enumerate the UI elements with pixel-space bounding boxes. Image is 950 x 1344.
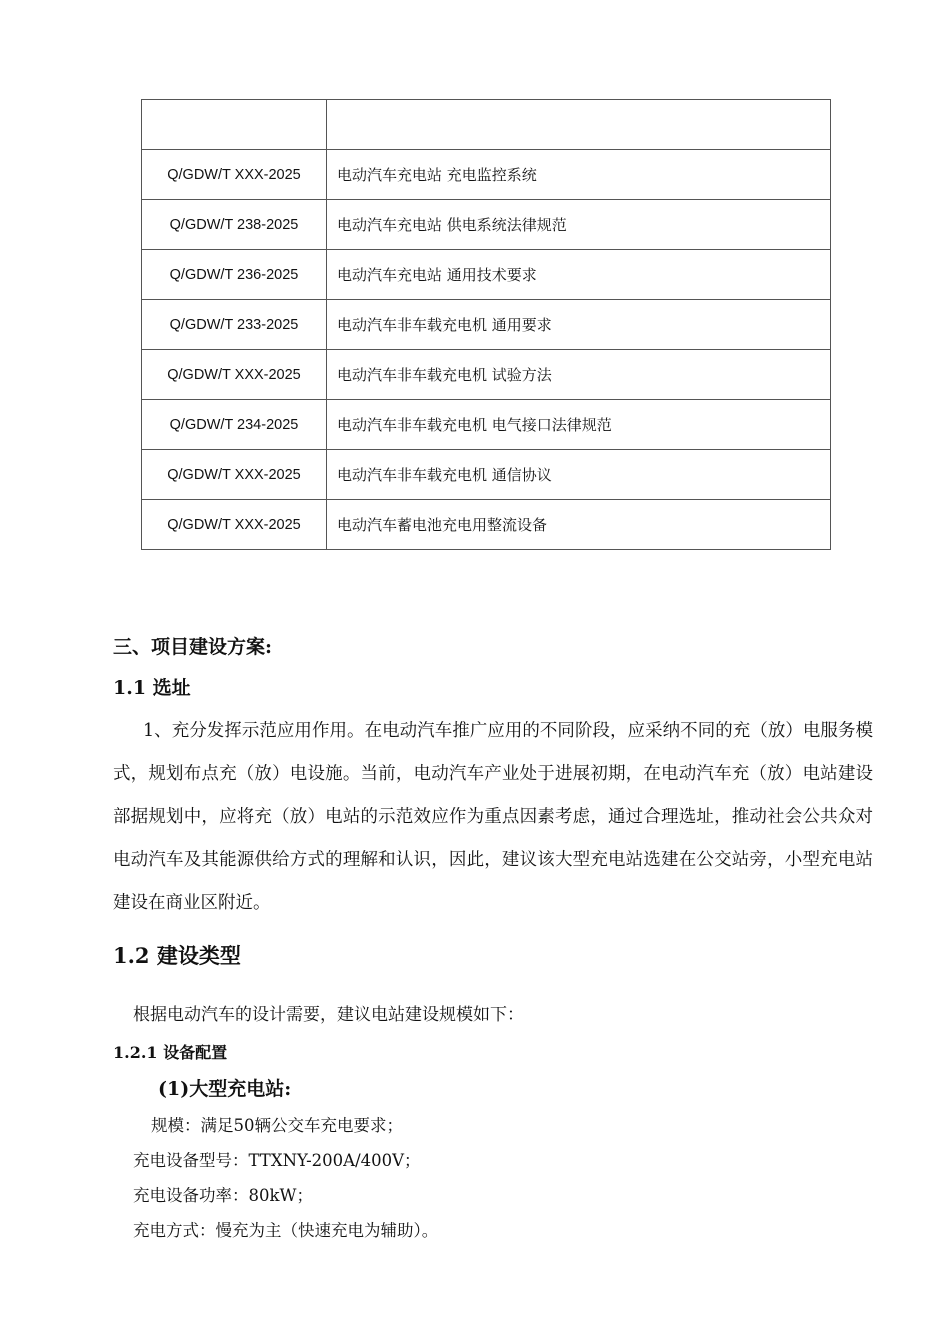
- standard-name: 电动汽车非车载充电机 电气接口法律规范: [327, 400, 831, 450]
- standard-code: Q/GDW/T XXX-2025: [142, 500, 327, 550]
- standard-code: Q/GDW/T XXX-2025: [142, 450, 327, 500]
- standard-name: 电动汽车充电站 供电系统法律规范: [327, 200, 831, 250]
- scale-text: 规模：满足50辆公交车充电要求；: [151, 1116, 403, 1135]
- table-row: [142, 150, 831, 200]
- table-row: [142, 350, 831, 400]
- standard-code: Q/GDW/T 234-2025: [142, 400, 327, 450]
- standard-name: 电动汽车蓄电池充电用整流设备: [327, 500, 831, 550]
- standard-name: [327, 100, 831, 150]
- item-heading: (1)大型充电站:: [158, 1078, 292, 1100]
- subsection-heading: 1.2 建设类型: [113, 943, 241, 968]
- standard-name: 电动汽车充电站 通用技术要求: [327, 250, 831, 300]
- standard-name: 电动汽车充电站 充电监控系统: [327, 150, 831, 200]
- table-row: [142, 250, 831, 300]
- standard-code: Q/GDW/T 233-2025: [142, 300, 327, 350]
- table-row: [142, 400, 831, 450]
- table-row: [142, 200, 831, 250]
- standard-code: Q/GDW/T 238-2025: [142, 200, 327, 250]
- standard-code: [142, 100, 327, 150]
- standard-name: 电动汽车非车载充电机 通用要求: [327, 300, 831, 350]
- paragraph-text: 1、充分发挥示范应用作用。在电动汽车推广应用的不同阶段，应采纳不同的充（放）电服务模式，规划布点充（放）电设施。当前，电动汽车产业处于进展初期，在电动汽车充（放）电站建设部据规划中，应将充（放）电站的示范效应作为重点因素考虑，通过合理选址，推动社会公共众对电动汽车及其能源供给方式的理解和认识，因此，建议该大型充电站选建在公交站旁，小型充电站建设在商业区附近。: [113, 721, 873, 913]
- site-selection-paragraph: [113, 710, 873, 925]
- section-heading: 三、项目建设方案:: [113, 636, 273, 658]
- table-row: [142, 100, 831, 150]
- standard-name: 电动汽车非车载充电机 通信协议: [327, 450, 831, 500]
- power-text: 充电设备功率：80kW；: [133, 1186, 313, 1205]
- subsection-heading: 1.1 选址: [113, 677, 191, 699]
- standard-code: Q/GDW/T XXX-2025: [142, 150, 327, 200]
- subsubsection-heading: 1.2.1 设备配置: [113, 1043, 228, 1062]
- table-row: [142, 300, 831, 350]
- table-row: [142, 500, 831, 550]
- model-text: 充电设备型号：TTXNY-200A/400V；: [133, 1151, 421, 1170]
- intro-text: 根据电动汽车的设计需要，建议电站建设规模如下：: [133, 1005, 524, 1025]
- standard-code: Q/GDW/T 236-2025: [142, 250, 327, 300]
- mode-text: 充电方式：慢充为主（快速充电为辅助）。: [133, 1221, 439, 1240]
- standard-code: Q/GDW/T XXX-2025: [142, 350, 327, 400]
- standards-table: [141, 99, 831, 550]
- standard-name: 电动汽车非车载充电机 试验方法: [327, 350, 831, 400]
- table-row: [142, 450, 831, 500]
